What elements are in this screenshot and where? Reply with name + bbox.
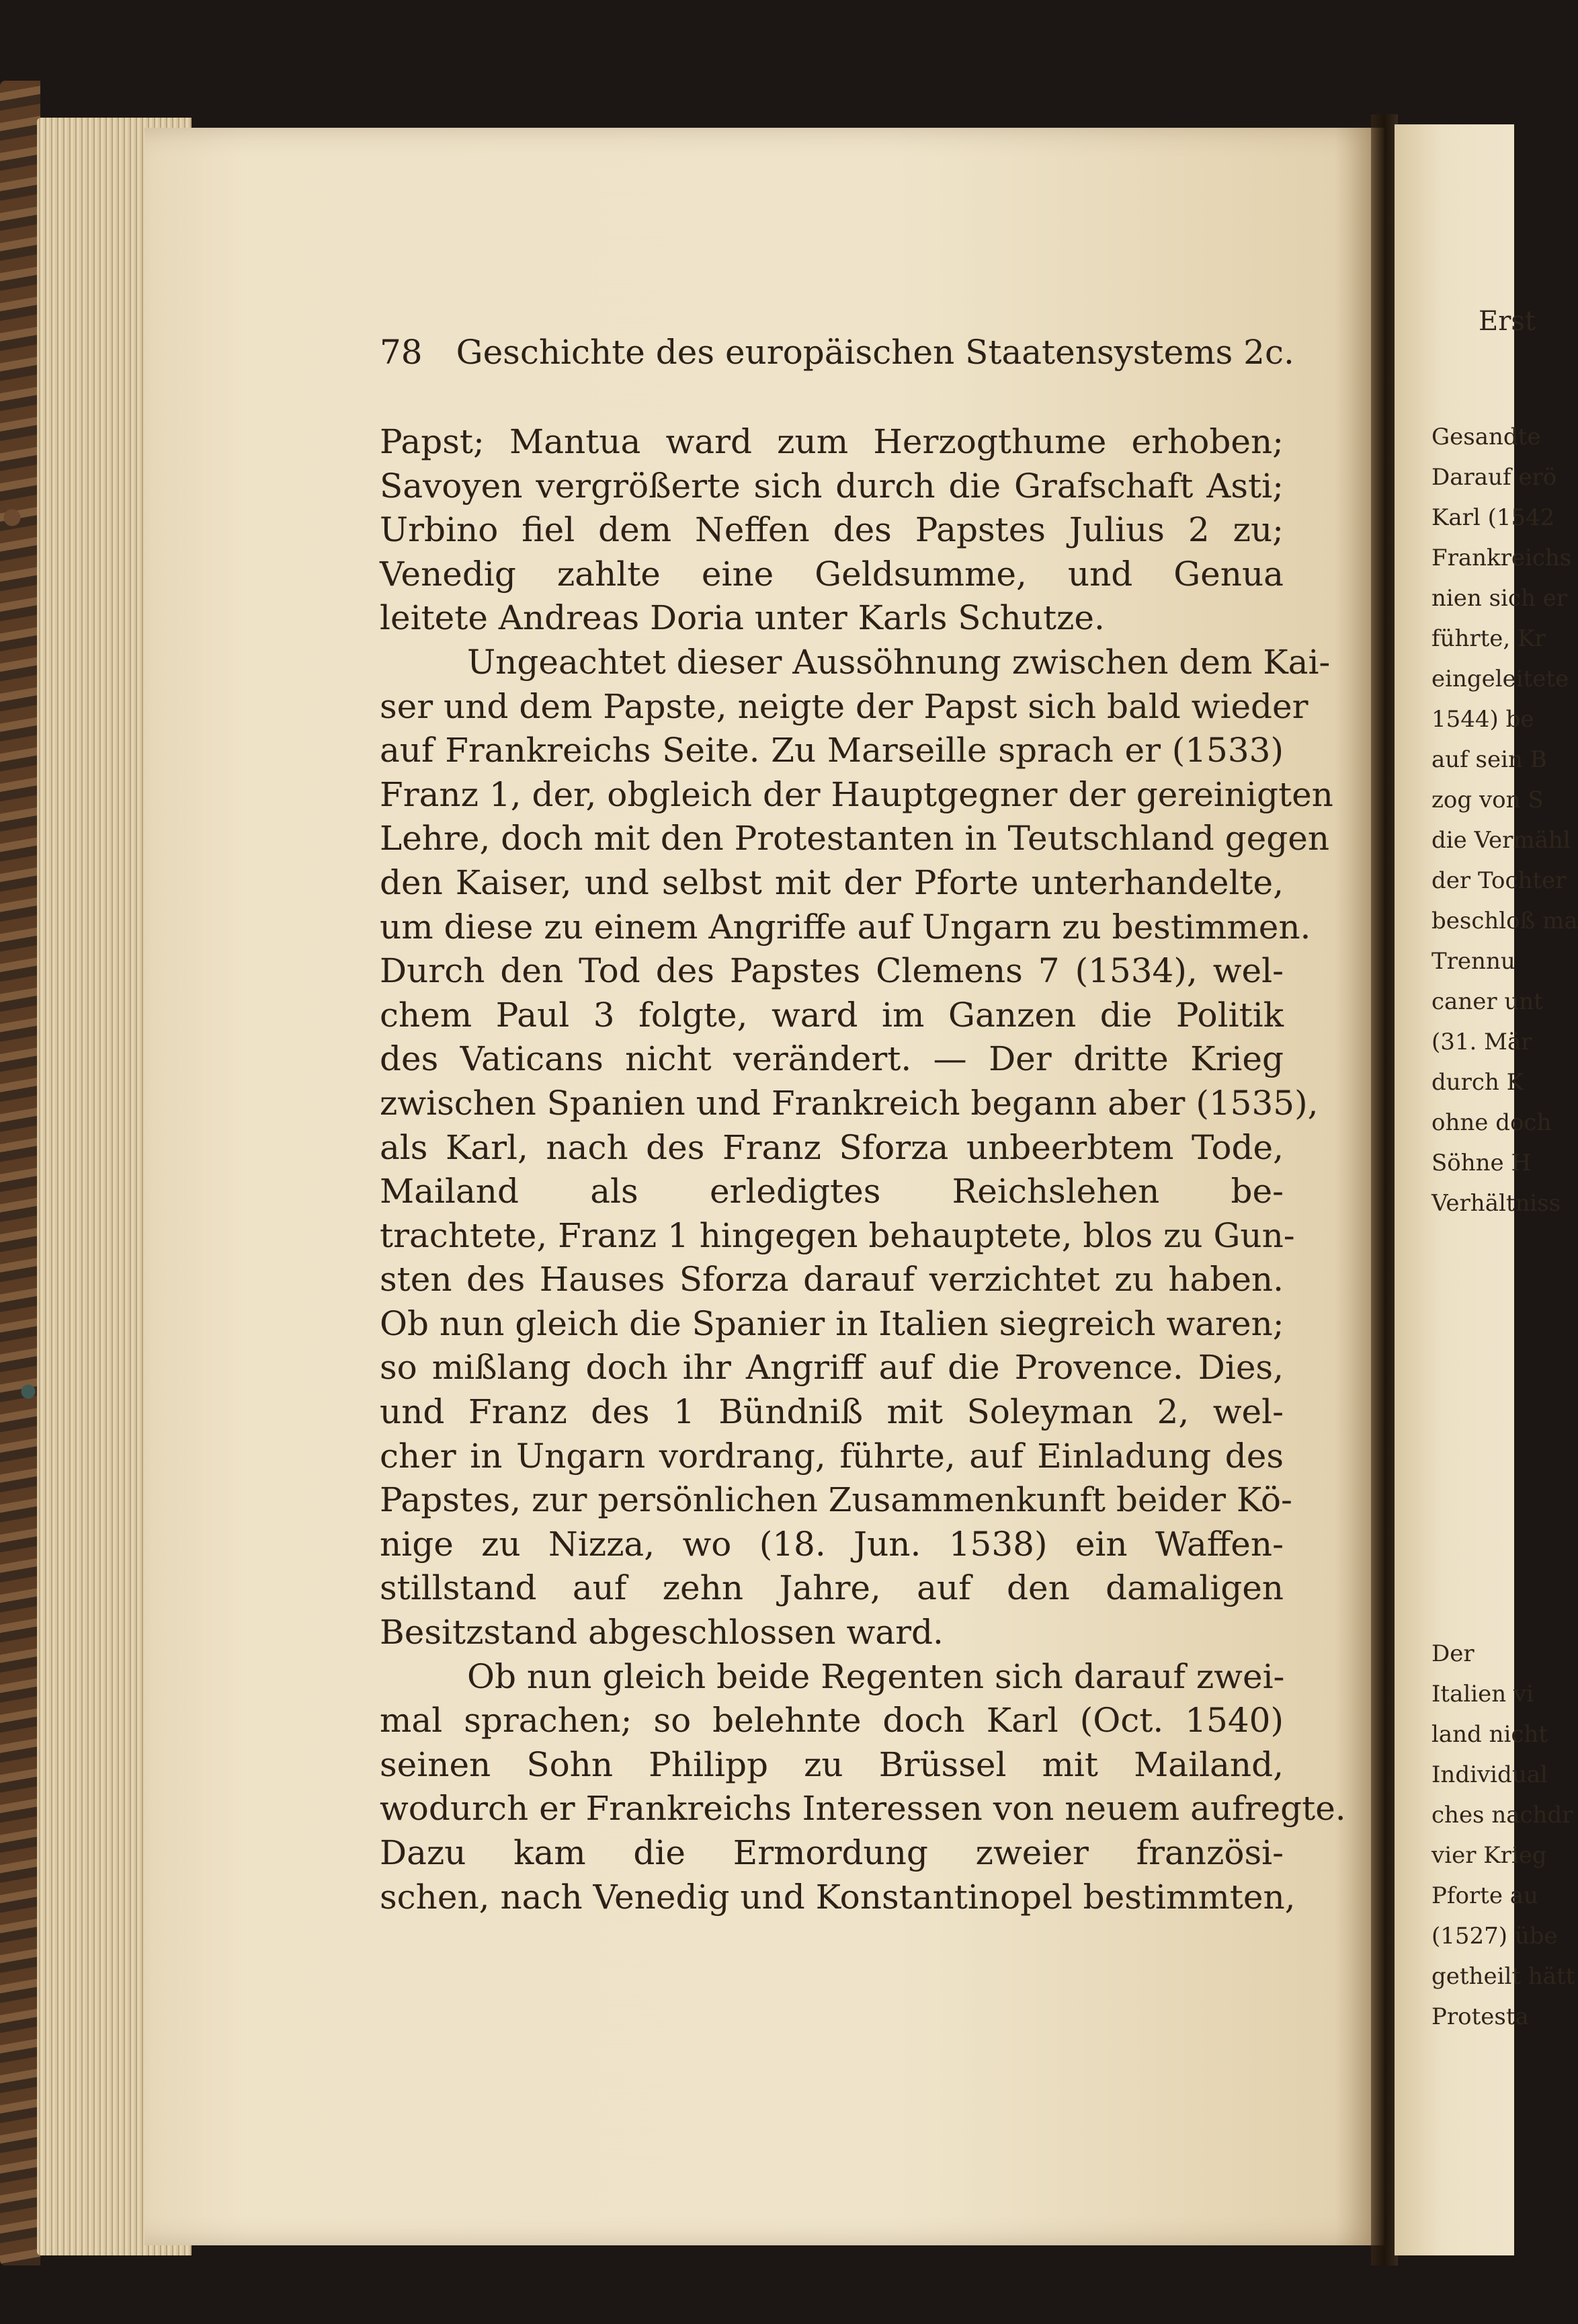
text-line: mal sprachen; so belehnte doch Karl (Oct. 1540) xyxy=(380,1701,1284,1740)
right-text-line: eingeleitete xyxy=(1431,666,1569,692)
right-text-line: Söhne H xyxy=(1431,1150,1532,1176)
text-line: Besitzstand abgeschlossen ward. xyxy=(380,1613,944,1652)
text-line: chem Paul 3 folgte, ward im Ganzen die Politik xyxy=(380,995,1284,1035)
text-line: Ob nun gleich die Spanier in Italien siegreich waren; xyxy=(380,1304,1284,1343)
right-text-line: Gesandte xyxy=(1431,424,1541,450)
right-text-line: ohne doch xyxy=(1431,1109,1552,1136)
right-page xyxy=(1395,124,1578,2255)
text-line: Urbino fiel dem Neffen des Papstes Julius 2 zu; xyxy=(380,510,1284,550)
right-text-line: führte, Kr xyxy=(1431,625,1546,652)
right-text-line: Der xyxy=(1431,1640,1475,1667)
right-text-line: ches nachdr xyxy=(1431,1802,1573,1829)
text-line: seinen Sohn Philipp zu Brüssel mit Mailand, xyxy=(380,1745,1284,1784)
right-text-line: (31. Mär xyxy=(1431,1029,1532,1055)
text-line: Ob nun gleich beide Regenten sich darauf zwei- xyxy=(467,1656,1285,1696)
book-gutter xyxy=(1371,114,1398,2266)
text-line: nige zu Nizza, wo (18. Jun. 1538) ein Waffen- xyxy=(380,1524,1284,1564)
text-line: schen, nach Venedig und Konstantinopel bestimmten, xyxy=(380,1877,1296,1917)
text-line: um diese zu einem Angriffe auf Ungarn zu bestimmen. xyxy=(380,907,1311,947)
right-running-head: Erst xyxy=(1479,306,1536,337)
right-text-line: zog von S xyxy=(1431,787,1544,813)
right-text-line: Pforte au xyxy=(1431,1882,1538,1909)
right-text-line: die Vermähl xyxy=(1431,827,1571,854)
page-number: 78 xyxy=(380,333,423,372)
text-line: sten des Hauses Sforza darauf verzichtet zu haben. xyxy=(380,1260,1284,1299)
text-line: trachtete, Franz 1 hingegen behauptete, blos zu Gun- xyxy=(380,1215,1295,1255)
text-line: Dazu kam die Ermordung zweier französi- xyxy=(380,1833,1284,1872)
text-line: stillstand auf zehn Jahre, auf den damaligen xyxy=(380,1568,1284,1608)
text-line: ser und dem Papste, neigte der Papst sich bald wieder xyxy=(380,686,1309,726)
right-text-line: auf sein B xyxy=(1431,746,1547,773)
right-text-line: Verhältniss xyxy=(1431,1190,1561,1217)
text-line: Franz 1, der, obgleich der Hauptgegner der gereinigten xyxy=(380,774,1333,814)
text-line: als Karl, nach des Franz Sforza unbeerbtem Tode, xyxy=(380,1127,1284,1167)
text-line: und Franz des 1 Bündniß mit Soleyman 2, wel- xyxy=(380,1392,1284,1432)
right-page-text xyxy=(1431,417,1578,2037)
book-cover-left xyxy=(0,81,40,2266)
text-line: Lehre, doch mit den Protestanten in Teutschland gegen xyxy=(380,819,1330,858)
text-line: zwischen Spanien und Frankreich begann aber (1535), xyxy=(380,1083,1319,1123)
text-line: Papst; Mantua ward zum Herzogthume erhoben; xyxy=(380,422,1284,461)
text-line: cher in Ungarn vordrang, führte, auf Einladung des xyxy=(380,1436,1284,1476)
right-text-line: (1527) übe xyxy=(1431,1923,1558,1950)
right-text-line: Karl (1542 xyxy=(1431,504,1555,531)
right-text-line: der Tochter xyxy=(1431,867,1567,894)
right-text-line: Protesta xyxy=(1431,2003,1529,2030)
right-text-line: Italien vi xyxy=(1431,1681,1534,1708)
right-text-line: vier Krieg xyxy=(1431,1842,1547,1869)
right-text-line: Trennu xyxy=(1431,948,1515,975)
text-line: den Kaiser, und selbst mit der Pforte unterhandelte, xyxy=(380,863,1284,902)
running-head xyxy=(380,333,1294,380)
text-line: Durch den Tod des Papstes Clemens 7 (1534), wel- xyxy=(380,951,1284,991)
right-text-line: Frankreichs xyxy=(1431,545,1572,571)
text-line: auf Frankreichs Seite. Zu Marseille sprach er (1533) xyxy=(380,731,1284,770)
text-line: wodurch er Frankreichs Interessen von neuem aufregte. xyxy=(380,1789,1346,1829)
right-text-line: beschloß ma xyxy=(1431,908,1578,934)
text-line: des Vaticans nicht verändert. — Der dritte Krieg xyxy=(380,1039,1284,1079)
body-text xyxy=(380,420,1346,1919)
right-text-line: Darauf erö xyxy=(1431,464,1557,491)
right-text-line: Individual xyxy=(1431,1761,1548,1788)
text-line: Mailand als erledigtes Reichslehen be- xyxy=(380,1172,1284,1211)
text-line: Venedig zahlte eine Geldsumme, und Genua xyxy=(380,554,1284,594)
text-line: Papstes, zur persönlichen Zusammenkunft beider Kö- xyxy=(380,1480,1292,1520)
right-text-line: nien sich er xyxy=(1431,585,1568,612)
right-text-line: land nicht xyxy=(1431,1721,1548,1748)
text-line: Savoyen vergrößerte sich durch die Grafschaft Asti; xyxy=(380,466,1284,506)
running-head-title: Geschichte des europäischen Staatensystems 2c. xyxy=(456,333,1294,372)
right-text-line: 1544) be xyxy=(1431,706,1534,733)
right-text-line: caner unt xyxy=(1431,988,1543,1015)
right-text-line: getheilt hätt xyxy=(1431,1963,1575,1990)
text-line: leitete Andreas Doria unter Karls Schutze. xyxy=(380,598,1105,638)
text-line: Ungeachtet dieser Aussöhnung zwischen dem Kai- xyxy=(467,642,1331,682)
right-text-line: durch K xyxy=(1431,1069,1524,1096)
text-line: so mißlang doch ihr Angriff auf die Provence. Dies, xyxy=(380,1348,1284,1388)
